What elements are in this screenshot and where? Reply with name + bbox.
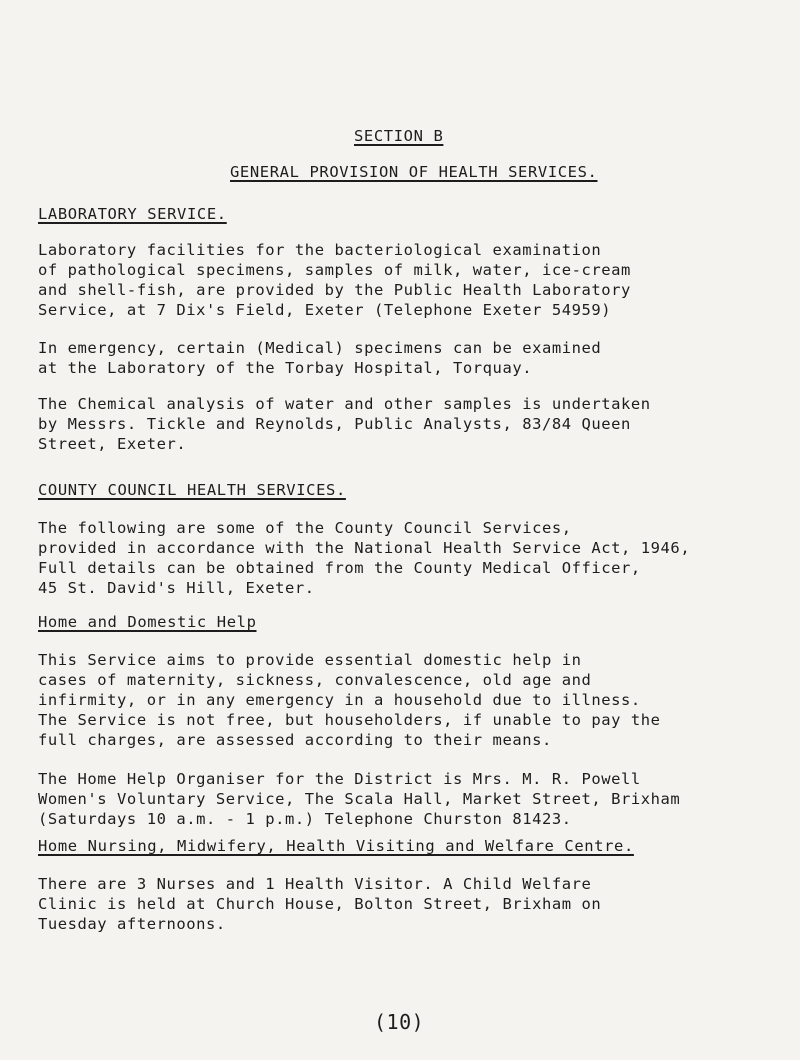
laboratory-paragraph-1: Laboratory facilities for the bacteriological examination of pathological specimens, samples of milk, water, ice-cream and shell-fish, are provided by the Public Health Laboratory Service, at 7 Dix's Field, Exeter (Telephone Exeter 54959) bbox=[38, 241, 631, 319]
home-help-paragraph-2: The Home Help Organiser for the District is Mrs. M. R. Powell Women's Voluntary Service, The Scala Hall, Market Street, Brixham (Saturdays 10 a.m. - 1 p.m.) Telephone Churston 81423. bbox=[38, 770, 681, 828]
nursing-heading: Home Nursing, Midwifery, Health Visiting and Welfare Centre. bbox=[38, 837, 634, 855]
page-number: (10) bbox=[374, 1010, 425, 1034]
laboratory-heading: LABORATORY SERVICE. bbox=[38, 205, 227, 223]
county-heading: COUNTY COUNCIL HEALTH SERVICES. bbox=[38, 481, 346, 499]
county-paragraph-1: The following are some of the County Council Services, provided in accordance with the National Health Service Act, 1946, Full details can be obtained from the County Medical Officer, 45 St. David's Hill, Exeter. bbox=[38, 519, 691, 597]
nursing-paragraph-1: There are 3 Nurses and 1 Health Visitor. A Child Welfare Clinic is held at Church House, Bolton Street, Brixham on Tuesday afternoons. bbox=[38, 875, 602, 933]
main-heading: GENERAL PROVISION OF HEALTH SERVICES. bbox=[230, 163, 598, 181]
laboratory-paragraph-2: In emergency, certain (Medical) specimens can be examined at the Laboratory of the Torbay Hospital, Torquay. bbox=[38, 339, 602, 377]
home-help-heading: Home and Domestic Help bbox=[38, 613, 257, 631]
laboratory-paragraph-3: The Chemical analysis of water and other samples is undertaken by Messrs. Tickle and Reynolds, Public Analysts, 83/84 Queen Street, Exeter. bbox=[38, 395, 651, 453]
home-help-paragraph-1: This Service aims to provide essential domestic help in cases of maternity, sickness, convalescence, old age and infirmity, or in any emergency in a household due to illness. The Service is not free, but householders, if unable to pay the full charges, are assessed according to their means. bbox=[38, 651, 661, 749]
section-title: SECTION B bbox=[354, 127, 444, 145]
